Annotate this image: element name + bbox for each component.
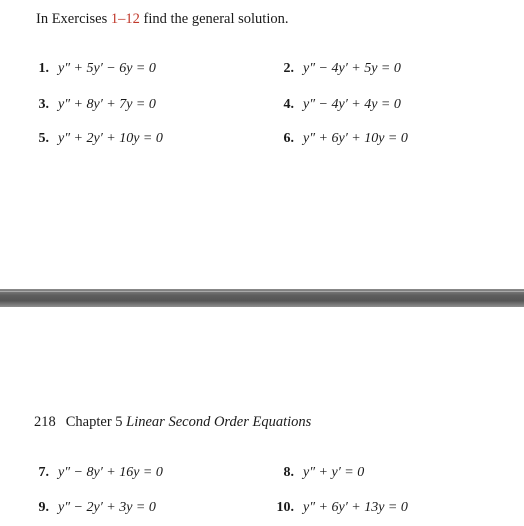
- exercise-number: 1.: [38, 61, 49, 76]
- exercise-number: 9.: [38, 500, 49, 515]
- exercise-number: 6.: [283, 131, 294, 146]
- exercise-equation: y″ + 2y′ + 10y = 0: [58, 131, 163, 146]
- exercise-equation: y″ − 4y′ + 5y = 0: [303, 61, 401, 76]
- exercise-instructions: [36, 10, 288, 28]
- exercise-number: 3.: [38, 97, 49, 112]
- exercise-4: [272, 96, 401, 114]
- chapter-title: Linear Second Order Equations: [126, 414, 312, 430]
- exercise-2: [272, 60, 401, 78]
- exercise-equation: y″ + 6y′ + 13y = 0: [303, 500, 408, 515]
- page-break-highlight: [0, 291, 524, 292]
- exercise-1: [32, 60, 156, 78]
- chapter-label: Chapter 5: [65, 414, 127, 430]
- exercise-equation: y″ + 6y′ + 10y = 0: [303, 131, 408, 146]
- exercise-equation: y″ − 8y′ + 16y = 0: [58, 465, 163, 480]
- exercise-7: [32, 464, 163, 482]
- exercise-equation: y″ − 4y′ + 4y = 0: [303, 97, 401, 112]
- exercise-equation: y″ + y′ = 0: [303, 465, 365, 480]
- exercise-3: [32, 96, 156, 114]
- page-break-bar: [0, 289, 524, 307]
- exercise-equation: y″ + 8y′ + 7y = 0: [58, 97, 156, 112]
- exercise-10: [272, 499, 408, 517]
- exercise-number: 4.: [283, 97, 294, 112]
- exercise-5: [32, 130, 163, 148]
- exercise-6: [272, 130, 408, 148]
- exercise-equation: y″ + 5y′ − 6y = 0: [58, 61, 156, 76]
- exercise-9: [32, 499, 156, 517]
- exercise-8: [272, 464, 364, 482]
- exercise-number: 2.: [283, 61, 294, 76]
- instructions-text-end: find the general solution.: [139, 11, 289, 27]
- exercise-equation: y″ − 2y′ + 3y = 0: [58, 500, 156, 515]
- exercise-number: 10.: [276, 500, 294, 515]
- instructions-text-start: In Exercises: [36, 11, 111, 27]
- page-number: 218: [34, 414, 56, 430]
- exercise-number: 7.: [38, 465, 49, 480]
- exercise-number: 5.: [38, 131, 49, 146]
- exercise-number: 8.: [283, 465, 294, 480]
- exercise-range-link[interactable]: 1–12: [110, 11, 140, 27]
- running-head: [34, 413, 311, 431]
